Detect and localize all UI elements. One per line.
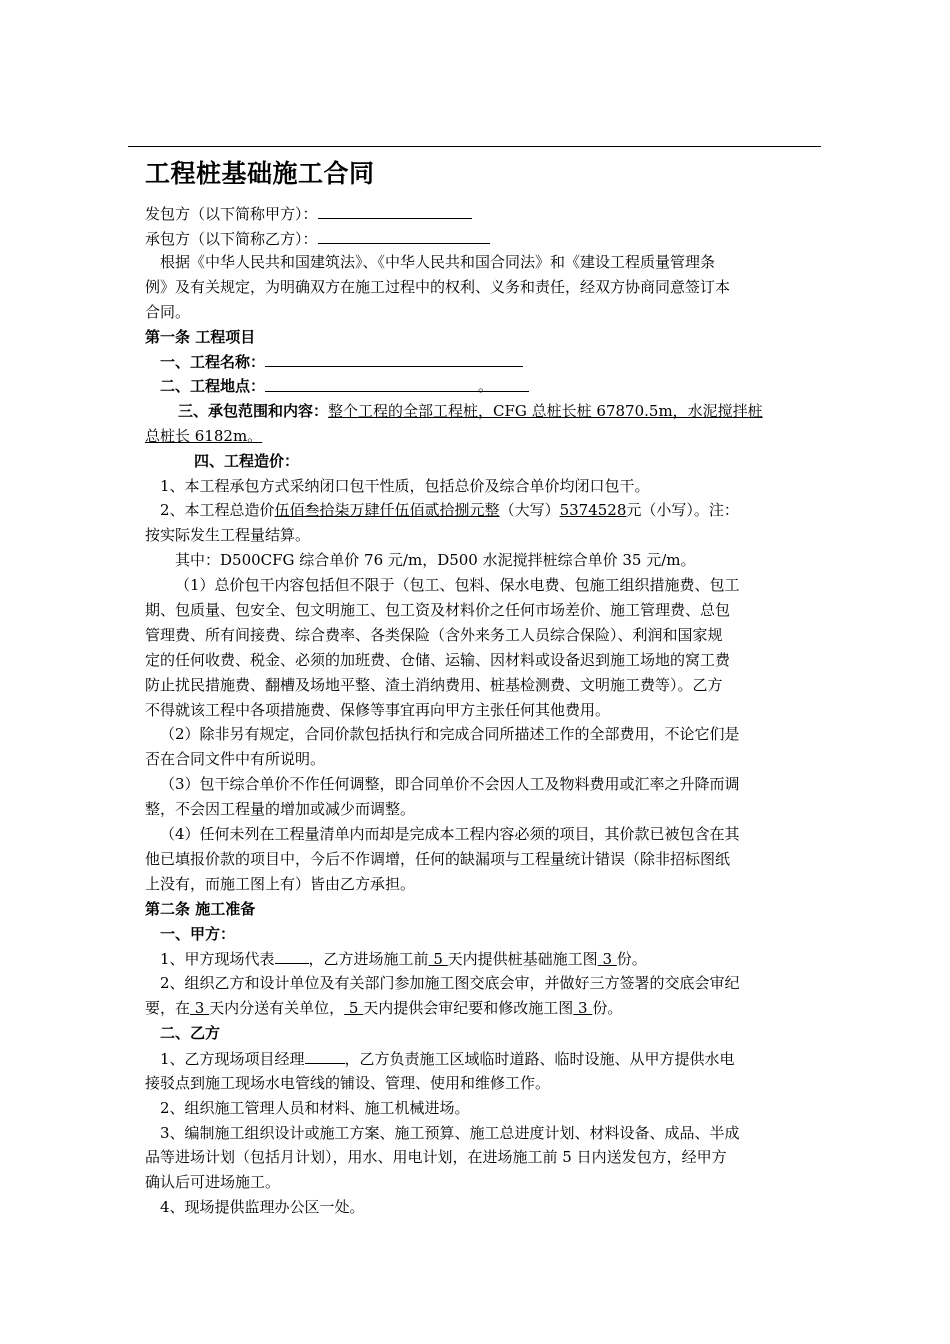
total-price-words: 伍佰叁拾柒万肆仟伍佰贰拾捌元整 xyxy=(274,501,500,519)
clause-2-line: （2）除非另有规定，合同价款包括执行和完成合同所描述工作的全部费用，不论它们是 xyxy=(160,725,740,743)
revised-drawing-copies: 3 xyxy=(573,999,593,1017)
party-a-item-1-prefix: 1、甲方现场代表 xyxy=(160,950,275,968)
cost-label: 四、工程造价： xyxy=(194,452,300,470)
party-b-item-3: 3、编制施工组织设计或施工方案、施工预算、施工总进度计划、材料设备、成品、半成 xyxy=(160,1124,740,1142)
clause-1-line: 不得就该工程中各项措施费、保修等事宜再向甲方主张任何其他费用。 xyxy=(145,701,611,719)
party-a-item-1 xyxy=(160,948,647,969)
clause-1-line: 定的任何收费、税金、必须的加班费、仓储、运输、因材料或设备迟到施工场地的窝工费 xyxy=(145,651,731,669)
minutes-days: 5 xyxy=(344,999,364,1017)
party-a-item-1-mid: ，乙方进场施工前 xyxy=(308,950,429,968)
employer-label: 发包方（以下简称甲方）： xyxy=(145,205,318,223)
project-name-line xyxy=(160,351,523,372)
party-a-item-2-mid: 天内分送有关单位， xyxy=(209,999,345,1017)
clause-1-line: 管理费、所有间接费、综合费率、各类保险（含外来务工人员综合保险）、利润和国家规 xyxy=(145,626,723,644)
project-site-label: 二、工程地点： xyxy=(160,377,266,395)
cost-item-2-daxie: （大写） xyxy=(499,501,560,519)
party-b-item-3-cont: 确认后可进场施工。 xyxy=(145,1173,281,1191)
party-a-item-2: 2、组织乙方和设计单位及有关部门参加施工图交底会审，并做好三方签署的交底会审纪 xyxy=(160,974,740,992)
party-a-item-2-end: 份。 xyxy=(592,999,623,1017)
cost-item-2-suffix: 元（小写）。注： xyxy=(626,501,739,519)
intro-line: 例》及有关规定，为明确双方在施工过程中的权利、义务和责任，经双方协商同意签订本 xyxy=(145,278,731,296)
unit-price-line: 其中：D500CFG 综合单价 76 元/m，D500 水泥搅拌桩综合单价 35 元/m。 xyxy=(175,551,696,569)
intro-line: 根据《中华人民共和国建筑法》、《中华人民共和国合同法》和《建设工程质量管理条 xyxy=(160,253,716,271)
project-site-line xyxy=(160,376,529,396)
party-b-item-1-cont: 接驳点到施工现场水电管线的铺设、管理、使用和维修工作。 xyxy=(145,1074,551,1092)
party-b-item-4: 4、现场提供监理办公区一处。 xyxy=(160,1198,365,1216)
intro-line: 合同。 xyxy=(145,303,191,321)
clause-4-line: （4）任何未列在工程量清单内而却是完成本工程内容必须的项目，其价款已被包含在其 xyxy=(160,825,740,843)
employer-line xyxy=(145,203,472,224)
total-price-number: 5374528 xyxy=(559,501,627,519)
party-b-item-1 xyxy=(160,1048,735,1069)
clause-4-line: 上没有，而施工图上有）皆由乙方承担。 xyxy=(145,875,416,893)
distribution-days: 3 xyxy=(190,999,210,1017)
cost-item-2 xyxy=(160,500,739,520)
scope-label: 三、承包范围和内容： xyxy=(178,402,329,420)
header-rule xyxy=(128,146,821,147)
contractor-label: 承包方（以下简称乙方）： xyxy=(145,230,318,248)
party-b-item-3-cont: 品等进场计划（包括月计划），用水、用电计划，在进场施工前 5 日内送发包方，经甲方 xyxy=(145,1148,727,1166)
drawing-days: 5 xyxy=(428,950,448,968)
scope-value: 整个工程的全部工程桩，CFG 总桩长桩 67870.5m，水泥搅拌桩 xyxy=(328,402,763,420)
party-b-item-1-rest: ，乙方负责施工区域临时道路、临时设施、从甲方提供水电 xyxy=(344,1050,735,1068)
cost-item-2-prefix: 2、本工程总造价 xyxy=(160,501,275,519)
clause-1-line: 期、包质量、包安全、包文明施工、包工资及材料价之任何市场差价、施工管理费、总包 xyxy=(145,601,731,619)
party-a-item-1-end: 份。 xyxy=(616,950,647,968)
clause-3-line: （3）包干综合单价不作任何调整，即合同单价不会因人工及物料费用或汇率之升降而调 xyxy=(160,775,740,793)
project-name-blank xyxy=(265,351,523,367)
document-title: 工程桩基础施工合同 xyxy=(145,159,375,188)
employer-blank xyxy=(318,203,472,219)
clause-4-line: 他已填报价款的项目中，今后不作调增，任何的缺漏项与工程量统计错误（除非招标图纸 xyxy=(145,850,731,868)
party-a-label: 一、甲方： xyxy=(160,925,236,943)
party-a-item-2-prefix: 要，在 xyxy=(145,999,191,1017)
party-a-item-2-cont xyxy=(145,998,622,1018)
project-manager-blank xyxy=(305,1048,345,1064)
party-a-item-2-mid2: 天内提供会审纪要和修改施工图 xyxy=(363,999,574,1017)
contractor-blank xyxy=(318,228,490,244)
clause-1-line: （1）总价包干内容包括但不限于（包工、包料、保水电费、包施工组织措施费、包工 xyxy=(175,576,740,594)
contractor-line xyxy=(145,228,490,249)
site-rep-blank xyxy=(275,948,309,964)
article-1-heading: 第一条 工程项目 xyxy=(145,328,256,346)
project-site-tail: 。 xyxy=(478,377,494,395)
clause-3-line: 整，不会因工程量的增加或减少而调整。 xyxy=(145,800,416,818)
party-b-item-2: 2、组织施工管理人员和材料、施工机械进场。 xyxy=(160,1099,470,1117)
project-name-label: 一、工程名称： xyxy=(160,353,266,371)
party-b-label: 二、乙方 xyxy=(160,1024,221,1042)
drawing-copies: 3 xyxy=(597,950,617,968)
clause-2-line: 否在合同文件中有所说明。 xyxy=(145,750,326,768)
scope-line xyxy=(178,401,763,421)
cost-item-1: 1、本工程承包方式采纳闭口包干性质，包括总价及综合单价均闭口包干。 xyxy=(160,477,650,495)
clause-1-line: 防止扰民措施费、翻槽及场地平整、渣土消纳费用、桩基检测费、文明施工费等）。乙方 xyxy=(145,676,723,694)
scope-value-cont: 总桩长 6182m。 xyxy=(145,427,263,445)
project-site-blank xyxy=(265,376,529,395)
party-b-item-1-prefix: 1、乙方现场项目经理 xyxy=(160,1050,305,1068)
cost-item-2-cont: 按实际发生工程量结算。 xyxy=(145,526,311,544)
party-a-item-1-mid2: 天内提供桩基础施工图 xyxy=(447,950,598,968)
article-2-heading: 第二条 施工准备 xyxy=(145,900,256,918)
